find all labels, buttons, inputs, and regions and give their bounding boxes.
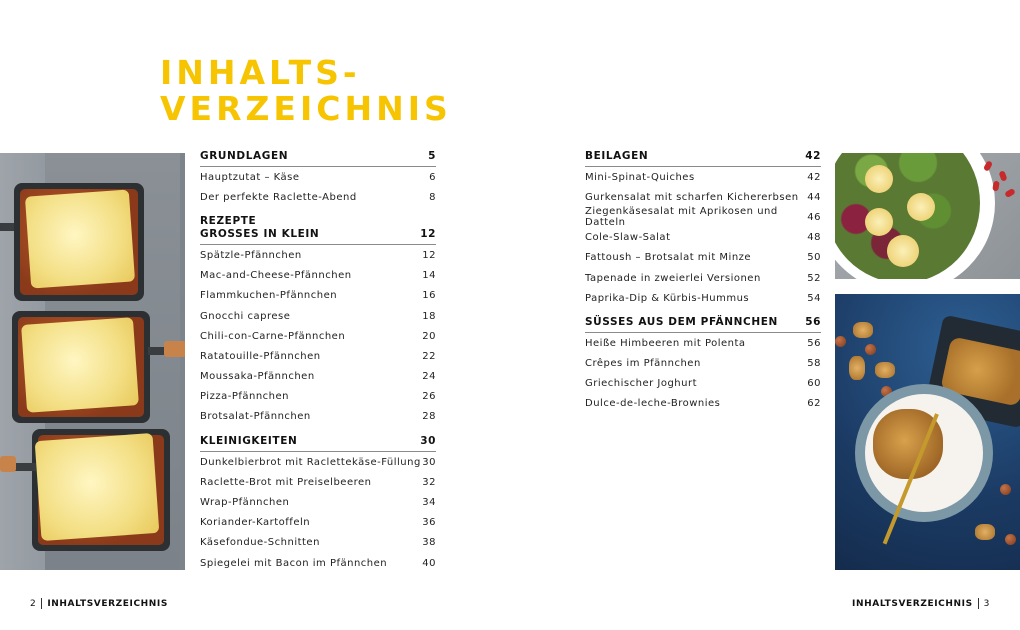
entry-page: 46 xyxy=(807,211,821,223)
goat-cheese-slice xyxy=(907,193,935,221)
entry-label: Chili-con-Carne-Pfännchen xyxy=(200,330,346,342)
entry-page: 8 xyxy=(429,191,436,203)
section-title: BEILAGEN xyxy=(585,150,649,162)
divider xyxy=(41,598,42,609)
section-heading[interactable] xyxy=(200,435,436,452)
footer-right xyxy=(852,598,990,609)
raclette-pan xyxy=(12,311,150,423)
toc-entry[interactable] xyxy=(200,472,436,492)
entry-label: Dunkelbierbrot mit Raclettekäse-Füllung xyxy=(200,456,421,468)
section-title: SÜSSES AUS DEM PFÄNNCHEN xyxy=(585,316,778,329)
section-heading[interactable] xyxy=(585,150,821,167)
entry-page: 34 xyxy=(422,497,436,509)
toc-entry[interactable] xyxy=(200,286,436,306)
toc-entry[interactable] xyxy=(200,387,436,407)
entry-label: Pizza-Pfännchen xyxy=(200,391,290,403)
entry-label: Ziegenkäsesalat mit Aprikosen und Datteln xyxy=(585,206,778,229)
entry-label: Der perfekte Raclette-Abend xyxy=(200,191,357,203)
entry-label: Koriander-Kartoffeln xyxy=(200,517,311,529)
toc-entry[interactable] xyxy=(200,367,436,387)
toc-right-column xyxy=(585,150,821,414)
entry-page: 14 xyxy=(422,270,436,282)
footer-left xyxy=(30,598,168,609)
entry-label: Gnocchi caprese xyxy=(200,310,291,322)
page-title xyxy=(160,55,452,127)
toc-entry[interactable] xyxy=(200,306,436,326)
wooden-handle xyxy=(164,341,185,357)
toc-entry[interactable] xyxy=(200,187,436,207)
toc-entry[interactable] xyxy=(585,288,821,308)
entry-label: Paprika-Dip & Kürbis-Hummus xyxy=(585,292,750,304)
entry-label: Moussaka-Pfännchen xyxy=(200,371,315,383)
toc-section-suesses xyxy=(585,316,821,414)
entry-page: 28 xyxy=(422,411,436,423)
entry-page: 22 xyxy=(422,350,436,362)
entry-page: 52 xyxy=(807,272,821,284)
toc-entry[interactable] xyxy=(585,268,821,288)
entry-page: 16 xyxy=(422,290,436,302)
entry-label: Gurkensalat mit scharfen Kichererbsen xyxy=(585,191,799,203)
entry-label: Dulce-de-leche-Brownies xyxy=(585,398,721,410)
entry-page: 50 xyxy=(807,252,821,264)
hazelnut xyxy=(865,344,876,355)
toc-entry[interactable] xyxy=(585,228,821,248)
toc-entry[interactable] xyxy=(200,513,436,533)
entry-page: 62 xyxy=(807,398,821,410)
toc-entry[interactable] xyxy=(200,492,436,512)
toc-entry[interactable] xyxy=(585,248,821,268)
page-number: 2 xyxy=(30,598,37,609)
entry-label: Mac-and-Cheese-Pfännchen xyxy=(200,270,352,282)
entry-page: 48 xyxy=(807,232,821,244)
section-title: KLEINIGKEITEN xyxy=(200,435,298,448)
entry-label: Raclette-Brot mit Preiselbeeren xyxy=(200,476,372,488)
entry-page: 56 xyxy=(807,337,821,349)
section-page: 12 xyxy=(420,228,436,241)
toc-entry[interactable] xyxy=(585,354,821,374)
section-title: GROSSES IN KLEIN xyxy=(200,228,320,241)
entry-label: Crêpes im Pfännchen xyxy=(585,358,701,370)
entry-page: 38 xyxy=(422,537,436,549)
toc-entry[interactable] xyxy=(200,167,436,187)
section-kicker: REZEPTE xyxy=(200,215,257,228)
entry-label: Fattoush – Brotsalat mit Minze xyxy=(585,252,752,264)
entry-label: Brotsalat-Pfännchen xyxy=(200,411,311,423)
entry-label: Griechischer Joghurt xyxy=(585,378,698,390)
entry-page: 60 xyxy=(807,378,821,390)
goat-cheese-slice xyxy=(865,165,893,193)
entry-page: 12 xyxy=(422,249,436,261)
toc-section-beilagen xyxy=(585,150,821,308)
toc-section-grosses-in-klein xyxy=(200,215,436,427)
toc-entry[interactable] xyxy=(200,346,436,366)
entry-label: Flammkuchen-Pfännchen xyxy=(200,290,338,302)
entry-label: Cole-Slaw-Salat xyxy=(585,232,671,244)
page-number: 3 xyxy=(983,598,990,609)
toc-entry[interactable] xyxy=(200,266,436,286)
entry-page: 32 xyxy=(422,476,436,488)
entry-page: 58 xyxy=(807,358,821,370)
entry-label: Tapenade in zweierlei Versionen xyxy=(585,272,761,284)
entry-page: 20 xyxy=(422,330,436,342)
entry-page: 18 xyxy=(422,310,436,322)
entry-label: Wrap-Pfännchen xyxy=(200,497,290,509)
toc-entry[interactable] xyxy=(585,333,821,353)
running-title: INHALTSVERZEICHNIS xyxy=(852,598,973,609)
entry-label: Heiße Himbeeren mit Polenta xyxy=(585,337,746,349)
toc-entry[interactable] xyxy=(585,374,821,394)
toc-entry[interactable] xyxy=(585,187,821,207)
entry-page: 40 xyxy=(422,557,436,569)
toc-entry[interactable] xyxy=(200,245,436,265)
entry-page: 36 xyxy=(422,517,436,529)
entry-label: Spätzle-Pfännchen xyxy=(200,249,302,261)
goat-cheese-slice xyxy=(865,208,893,236)
entry-page: 44 xyxy=(807,191,821,203)
entry-page: 24 xyxy=(422,371,436,383)
toc-entry[interactable] xyxy=(200,533,436,553)
toc-entry[interactable] xyxy=(585,167,821,187)
toc-section-kleinigkeiten xyxy=(200,435,436,573)
toc-entry[interactable] xyxy=(200,452,436,472)
section-page: 5 xyxy=(428,150,436,162)
section-heading[interactable] xyxy=(200,215,436,245)
toc-entry[interactable] xyxy=(200,326,436,346)
toc-section-grundlagen xyxy=(200,150,436,207)
raclette-pan xyxy=(32,429,170,551)
toc-entry[interactable] xyxy=(200,407,436,427)
toc-entry[interactable] xyxy=(200,553,436,573)
entry-page: 42 xyxy=(807,171,821,183)
divider xyxy=(978,598,979,609)
wooden-handle xyxy=(0,456,16,472)
section-page: 56 xyxy=(805,316,821,329)
title-line-2: VERZEICHNIS xyxy=(160,89,452,128)
entry-page: 6 xyxy=(429,171,436,183)
entry-label: Hauptzutat – Käse xyxy=(200,171,300,183)
raclette-pan xyxy=(14,183,144,301)
toc-left-column xyxy=(200,150,436,573)
section-heading[interactable] xyxy=(585,316,821,333)
entry-label: Mini-Spinat-Quiches xyxy=(585,171,695,183)
entry-page: 30 xyxy=(422,456,436,468)
walnut xyxy=(853,322,873,338)
toc-entry[interactable] xyxy=(585,394,821,414)
entry-label: Spiegelei mit Bacon im Pfännchen xyxy=(200,557,388,569)
entry-label: Ratatouille-Pfännchen xyxy=(200,350,321,362)
entry-label: Käsefondue-Schnitten xyxy=(200,537,320,549)
section-heading[interactable] xyxy=(200,150,436,167)
entry-page: 54 xyxy=(807,292,821,304)
toc-entry[interactable] xyxy=(585,207,821,227)
title-line-1: INHALTS- xyxy=(160,53,361,92)
raclette-pans-photo xyxy=(0,153,185,570)
section-title: GRUNDLAGEN xyxy=(200,150,289,162)
goat-cheese-slice xyxy=(887,235,919,267)
section-page: 30 xyxy=(420,435,436,448)
section-page: 42 xyxy=(805,150,821,162)
running-title: INHALTSVERZEICHNIS xyxy=(47,598,168,609)
greek-yogurt-walnuts-photo xyxy=(835,294,1020,570)
goat-cheese-salad-photo xyxy=(835,153,1020,279)
entry-page: 26 xyxy=(422,391,436,403)
